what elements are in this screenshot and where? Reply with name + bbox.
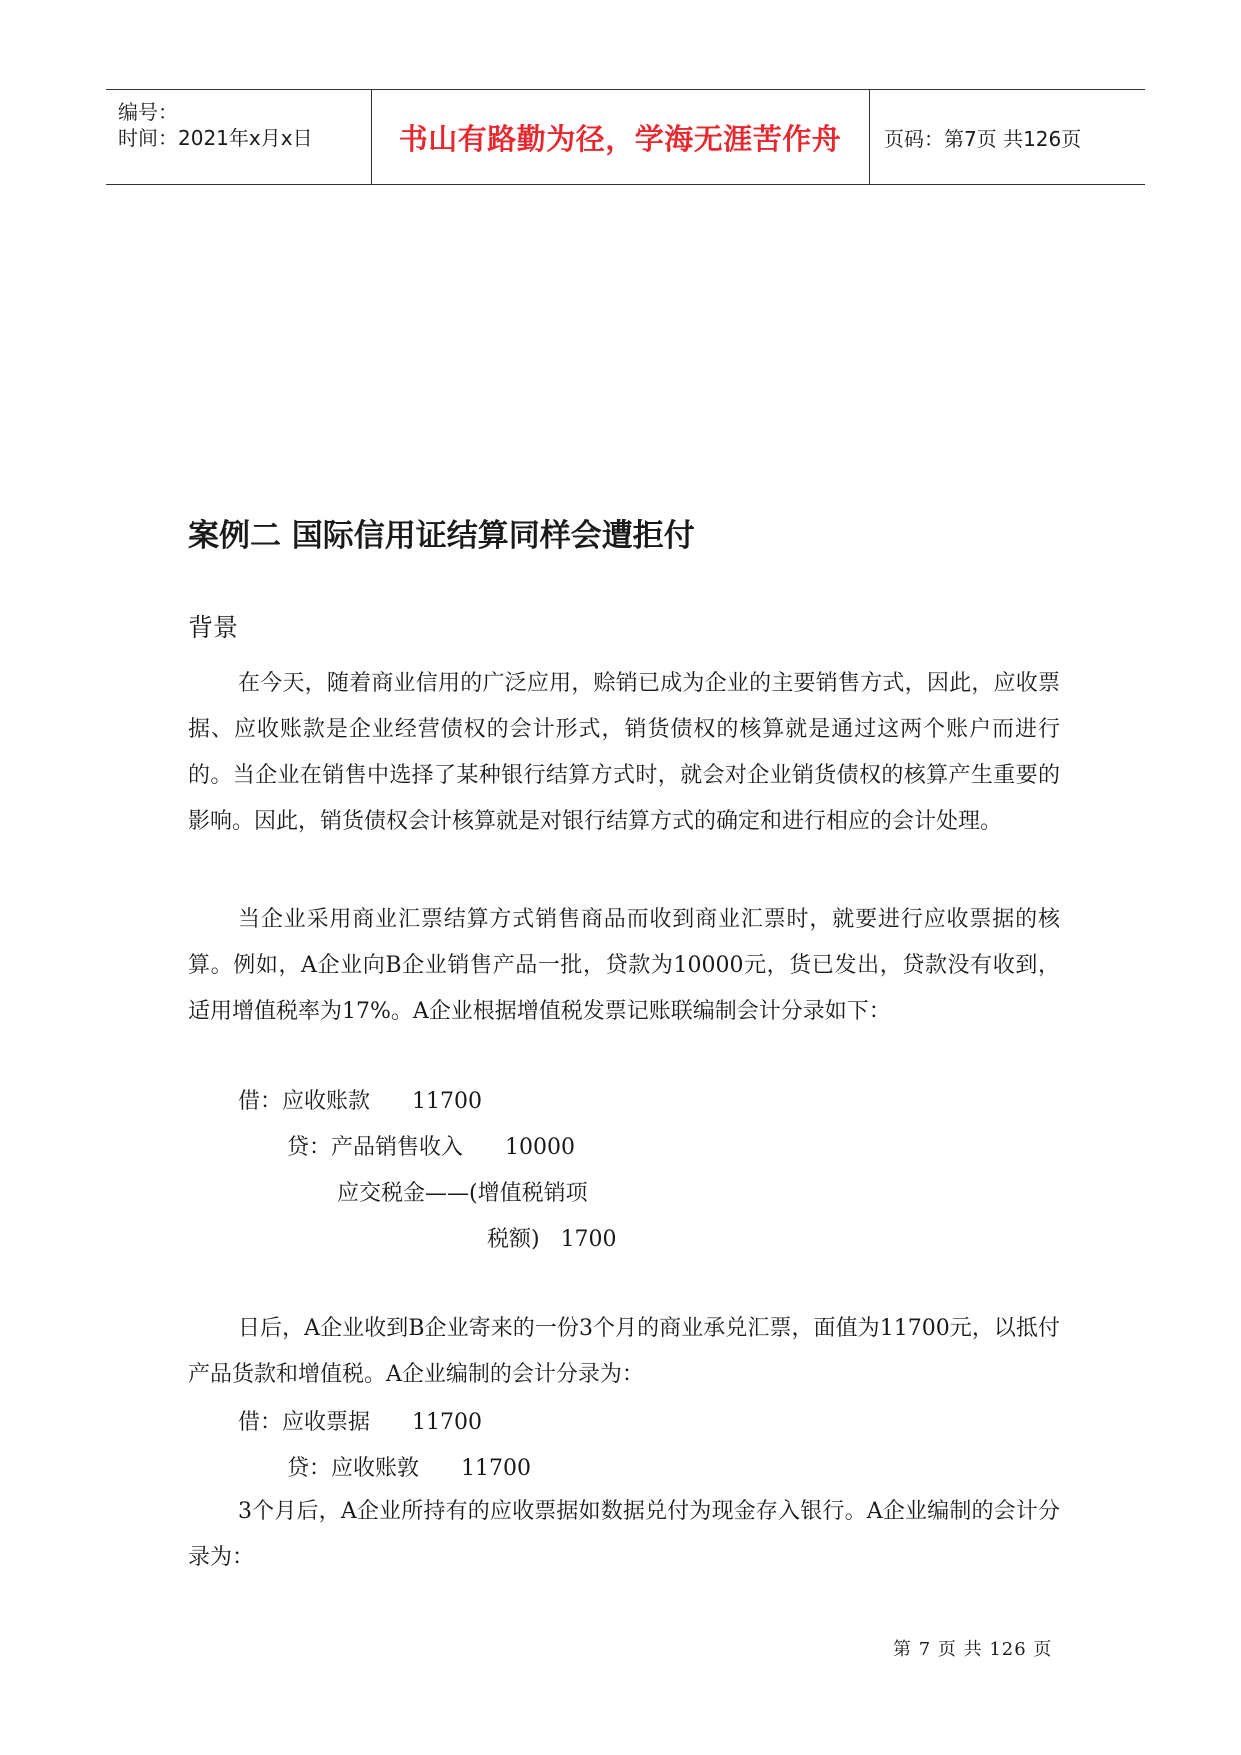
paragraph-4: 3个月后，A企业所持有的应收票据如数据兑付为现金存入银行。A企业编制的会计分录为： bbox=[188, 1499, 1060, 1570]
header-page-label: 页码：第7页 共126页 bbox=[884, 126, 1082, 151]
header-meta bbox=[106, 90, 371, 184]
header-number-label: 编号： bbox=[118, 100, 178, 124]
footer-page-number: 第 7 页 共 126 页 bbox=[893, 1639, 1053, 1660]
entry1-credit1: 贷：产品销售收入 10000 bbox=[287, 1135, 575, 1160]
entry1-debit: 借：应收账款 11700 bbox=[238, 1089, 482, 1114]
paragraph-3: 日后，A企业收到B企业寄来的一份3个月的商业承兑汇票，面值为11700元，以抵付产品货款和增值税。A企业编制的会计分录为： bbox=[188, 1316, 1060, 1387]
entry1-credit3: 税额) 1700 bbox=[487, 1227, 617, 1252]
header-time-label: 时间：2021年x月x日 bbox=[118, 126, 313, 150]
section-heading: 背景 bbox=[188, 613, 239, 642]
paragraph-1: 在今天，随着商业信用的广泛应用，赊销已成为企业的主要销售方式，因此，应收票据、应收账款是企业经营债权的会计形式，销货债权的核算就是通过这两个账户而进行的。当企业在销售中选择了某种银行结算方式时，就会对企业销货债权的核算产生重要的影响。因此，销货债权会计核算就是对银行结算方式的确定和进行相应的会计处理。 bbox=[188, 671, 1060, 834]
paragraph-2: 当企业采用商业汇票结算方式销售商品而收到商业汇票时，就要进行应收票据的核算。例如，A企业向B企业销售产品一批，贷款为10000元，货已发出，贷款没有收到，适用增值税率为17%。A企业根据增值税发票记账联编制会计分录如下： bbox=[188, 907, 1060, 1024]
page-header bbox=[106, 89, 1145, 185]
entry2-debit: 借：应收票据 11700 bbox=[238, 1410, 482, 1435]
header-motto: 书山有路勤为径，学海无涯苦作舟 bbox=[398, 121, 842, 156]
entry1-credit2: 应交税金——(增值税销项 bbox=[337, 1181, 588, 1206]
entry2-credit: 贷：应收账敦 11700 bbox=[287, 1456, 531, 1481]
document-title: 案例二 国际信用证结算同样会遭拒付 bbox=[188, 518, 695, 554]
